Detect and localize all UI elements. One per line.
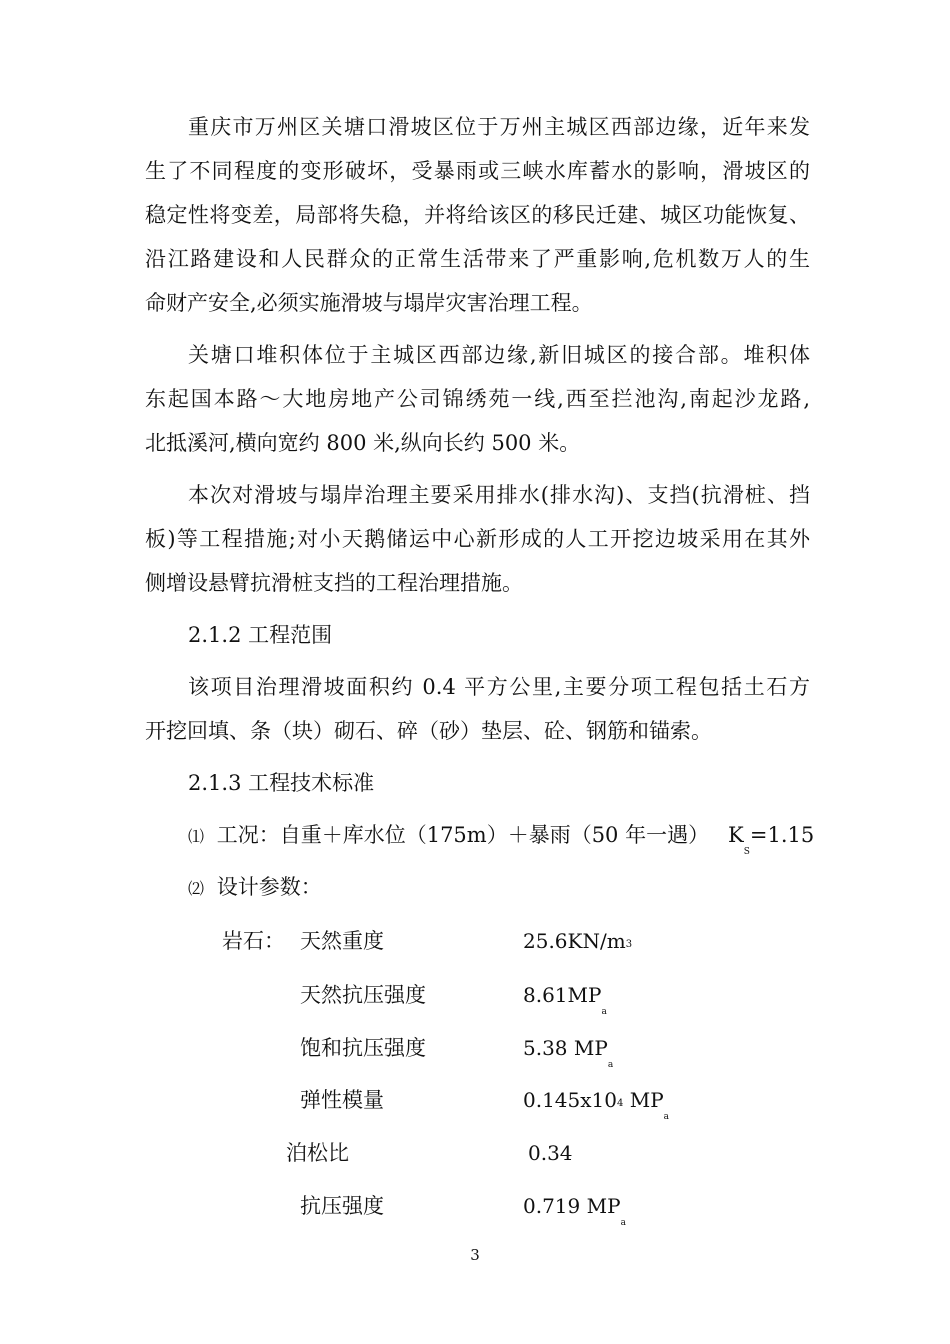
paragraph-line: 开挖回填、条（块）砌石、碎（砂）垫层、砼、钢筋和锚索。 xyxy=(145,719,712,743)
item-text: 设计参数： xyxy=(216,875,322,899)
paragraph-line: 东起国本路～大地房地产公司锦绣苑一线,西至拦池沟,南起沙龙路, xyxy=(145,387,810,411)
paragraph-line: 重庆市万州区关塘口滑坡区位于万州主城区西部边缘，近年来发 xyxy=(188,115,810,139)
param-value: 0.145x104 $MP_a$ xyxy=(523,1088,670,1122)
paragraph-line: 关塘口堆积体位于主城区西部边缘,新旧城区的接合部。堆积体 xyxy=(188,343,810,367)
list-item-design-params xyxy=(188,872,322,904)
param-name: 饱和抗压强度 xyxy=(300,1036,426,1060)
safety-factor-symbol: K xyxy=(728,823,744,847)
param-value: 0.719 $MP_a$ xyxy=(523,1194,626,1228)
param-group-label: 岩石： xyxy=(222,929,285,953)
param-name: 天然重度 xyxy=(300,929,384,953)
param-value: 25.6KN/m3 xyxy=(523,929,633,953)
param-value: 5.38 $MP_a$ xyxy=(523,1036,614,1070)
item-number: ⑴ xyxy=(188,827,205,846)
safety-factor-value: =1.15 xyxy=(749,823,815,847)
paragraph-line: 沿江路建设和人民群众的正常生活带来了严重影响,危机数万人的生 xyxy=(145,247,810,271)
paragraph-line: 本次对滑坡与塌岸治理主要采用排水(排水沟)、支挡(抗滑桩、挡 xyxy=(188,483,810,507)
paragraph-line: 生了不同程度的变形破坏，受暴雨或三峡水库蓄水的影响，滑坡区的 xyxy=(145,159,810,183)
section-heading-2-1-3: 2.1.3 工程技术标准 xyxy=(188,771,375,795)
safety-factor-subscript: S xyxy=(743,847,750,857)
item-number: ⑵ xyxy=(188,879,205,898)
paragraph-line: 命财产安全,必须实施滑坡与塌岸灾害治理工程。 xyxy=(145,291,593,315)
param-name: 泊松比 xyxy=(286,1141,349,1165)
paragraph-line: 板)等工程措施;对小天鹅储运中心新形成的人工开挖边坡采用在其外 xyxy=(145,527,810,551)
param-name: 抗压强度 xyxy=(300,1194,384,1218)
param-value: $8.61MP_a$ xyxy=(523,983,607,1017)
paragraph-line: 侧增设悬臂抗滑桩支挡的工程治理措施。 xyxy=(145,571,523,595)
paragraph-line: 北抵溪河,横向宽约 800 米,纵向长约 500 米。 xyxy=(145,431,581,455)
safety-factor xyxy=(728,820,814,855)
page-number: 3 xyxy=(470,1246,480,1264)
param-value: 0.34 xyxy=(528,1141,573,1165)
list-item-condition xyxy=(188,820,709,852)
paragraph-line: 该项目治理滑坡面积约 0.4 平方公里,主要分项工程包括土石方 xyxy=(188,675,810,699)
item-text: 工况：自重＋库水位（175m）＋暴雨（50 年一遇） xyxy=(216,823,710,847)
param-name: 天然抗压强度 xyxy=(300,983,426,1007)
param-name: 弹性模量 xyxy=(300,1088,384,1112)
section-heading-2-1-2: 2.1.2 工程范围 xyxy=(188,623,333,647)
paragraph-line: 稳定性将变差，局部将失稳，并将给该区的移民迁建、城区功能恢复、 xyxy=(145,203,810,227)
